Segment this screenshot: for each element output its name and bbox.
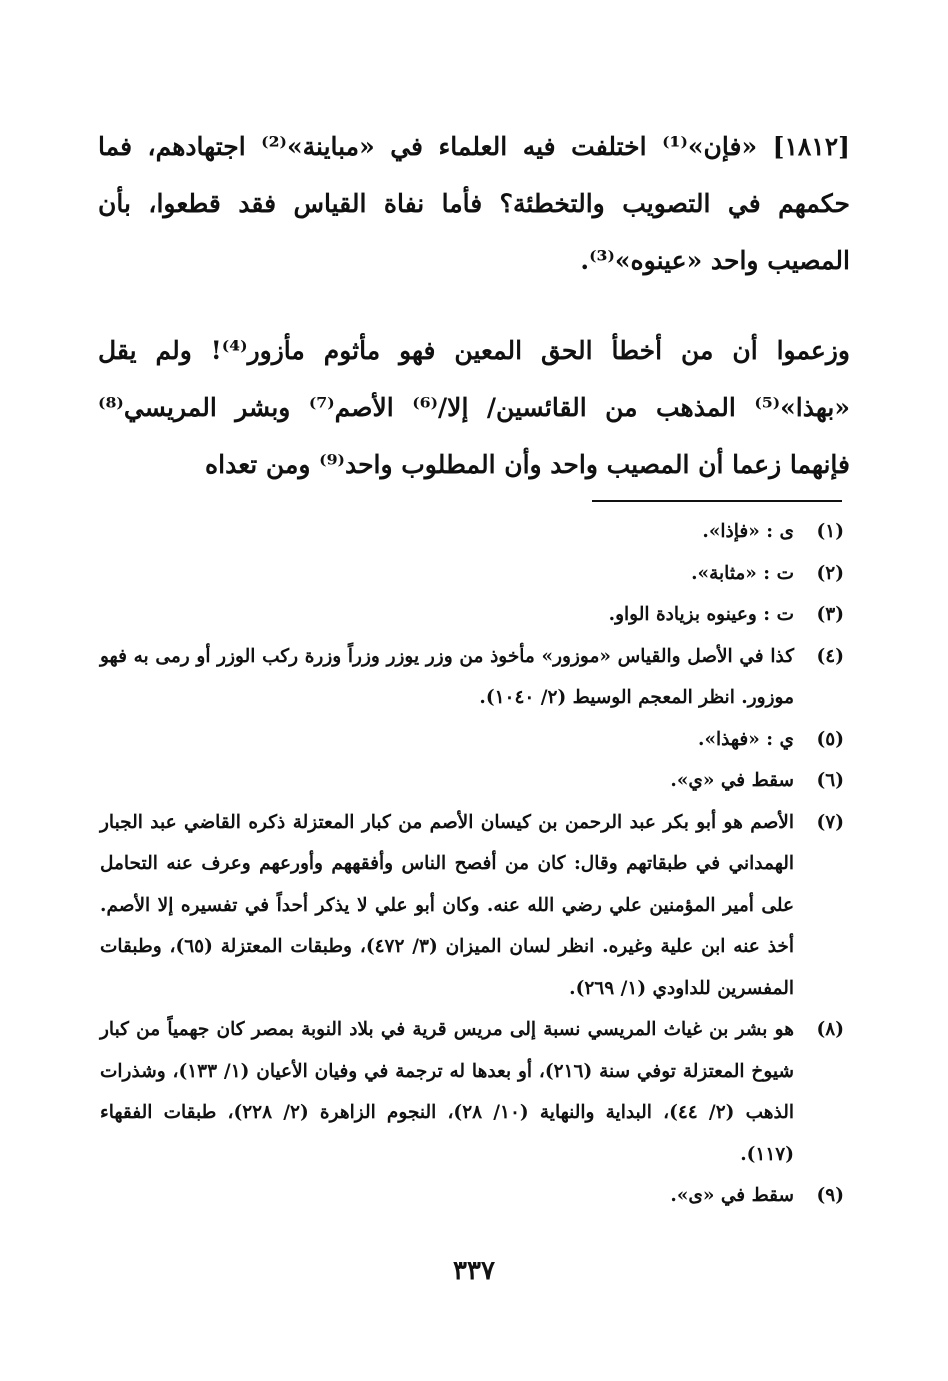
footnote-number: (٥) (816, 728, 844, 750)
footnote-number: (٤) (816, 645, 844, 667)
footnote-text: ت : وعينوه بزيادة الواو. (608, 604, 794, 625)
footnote-number: (٨) (816, 1019, 844, 1040)
footnote-text: هو بشر بن غياث المريسي نسبة إلى مريس قرية في بلاد النوبة بمصر كان جهمياً من كبار شيوخ المعتزلة توفي سنة (٢١٦)، أو بعدها له ترجمة في وفيان الأعيان (١/ ١٣٣)، وشذرات الذهب (٢/ ٤٤)، البداية والنهاية (١٠/ ٢٨)، النجوم الزاهرة (٢/ ٢٢٨)، طبقات الفقهاء (١١٧). (100, 1019, 795, 1165)
footnote-text: سقط في «ى». (670, 1185, 794, 1206)
footnote-number: (١) (816, 521, 844, 542)
footnote-5 (100, 719, 844, 761)
footnote-7 (100, 802, 844, 1010)
footnote-6 (100, 760, 844, 802)
footnote-text: ي : «فهذا». (698, 728, 794, 750)
footnote-2 (100, 553, 844, 595)
footnote-9 (100, 1175, 844, 1217)
footnote-divider (592, 500, 842, 502)
footnote-1 (100, 511, 844, 553)
page-number: ٣٣٧ (453, 1256, 495, 1286)
main-paragraph-2: وزعموا أن من أخطأ الحق المعين فهو مأثوم مأزور⁽⁴⁾! ولم يقل «بهذا»⁽⁵⁾ المذهب من القائسين/ إلا/⁽⁶⁾ الأصم⁽⁷⁾ وبشر المريسي⁽⁸⁾ فإنهما زعما أن المصيب واحد وأن المطلوب واحد⁽⁹⁾ ومن تعداه (98, 336, 850, 479)
footnote-3 (100, 594, 844, 636)
footnote-number: (٢) (816, 562, 844, 584)
footnote-number: (٩) (816, 1185, 844, 1206)
footnote-text: سقط في «ي». (670, 770, 794, 791)
footnote-text: الأصم هو أبو بكر عبد الرحمن بن كيسان الأصم من كبار المعتزلة ذكره القاضي عبد الجبار الهمداني في طبقاتهم وقال: كان من أفصح الناس وأفقههم وأورعهم وعرف عنه التحامل على أمير المؤمنين علي رضي الله عنه. وكان أبو علي لا يذكر أحداً في تفسيره إلا الأصم. أخذ عنه ابن علية وغيره. انظر لسان الميزان (٣/ ٤٧٢)، وطبقات المعتزلة (٦٥)، وطبقات المفسرين للداودي (١/ ٢٦٩). (100, 811, 794, 999)
footnotes-list (100, 511, 844, 1217)
footnote-text: كذا في الأصل والقياس «موزور» مأخوذ من وزر يوزر وزراً وزرة ركب الوزر أو رمى به فهو موزور. انظر المعجم الوسيط (٢/ ١٠٤٠). (100, 645, 794, 708)
footnote-text: ى : «فإذا». (702, 521, 794, 542)
footnote-text: ت : «مثابة». (691, 562, 794, 584)
footnote-number: (٦) (816, 770, 844, 791)
footnote-8 (100, 1009, 844, 1175)
footnote-4 (100, 636, 844, 719)
footnote-number: (٧) (816, 811, 844, 833)
footnote-number: (٣) (816, 604, 844, 625)
main-paragraph-1: [١٨١٢] «فإن»⁽¹⁾ اختلفت فيه العلماء في «مباينة»⁽²⁾ اجتهادهم، فما حكمهم في التصويب والتخطئة؟ فأما نفاة القياس فقد قطعوا، بأن المصيب واحد «عينوه»⁽³⁾. (98, 132, 850, 275)
